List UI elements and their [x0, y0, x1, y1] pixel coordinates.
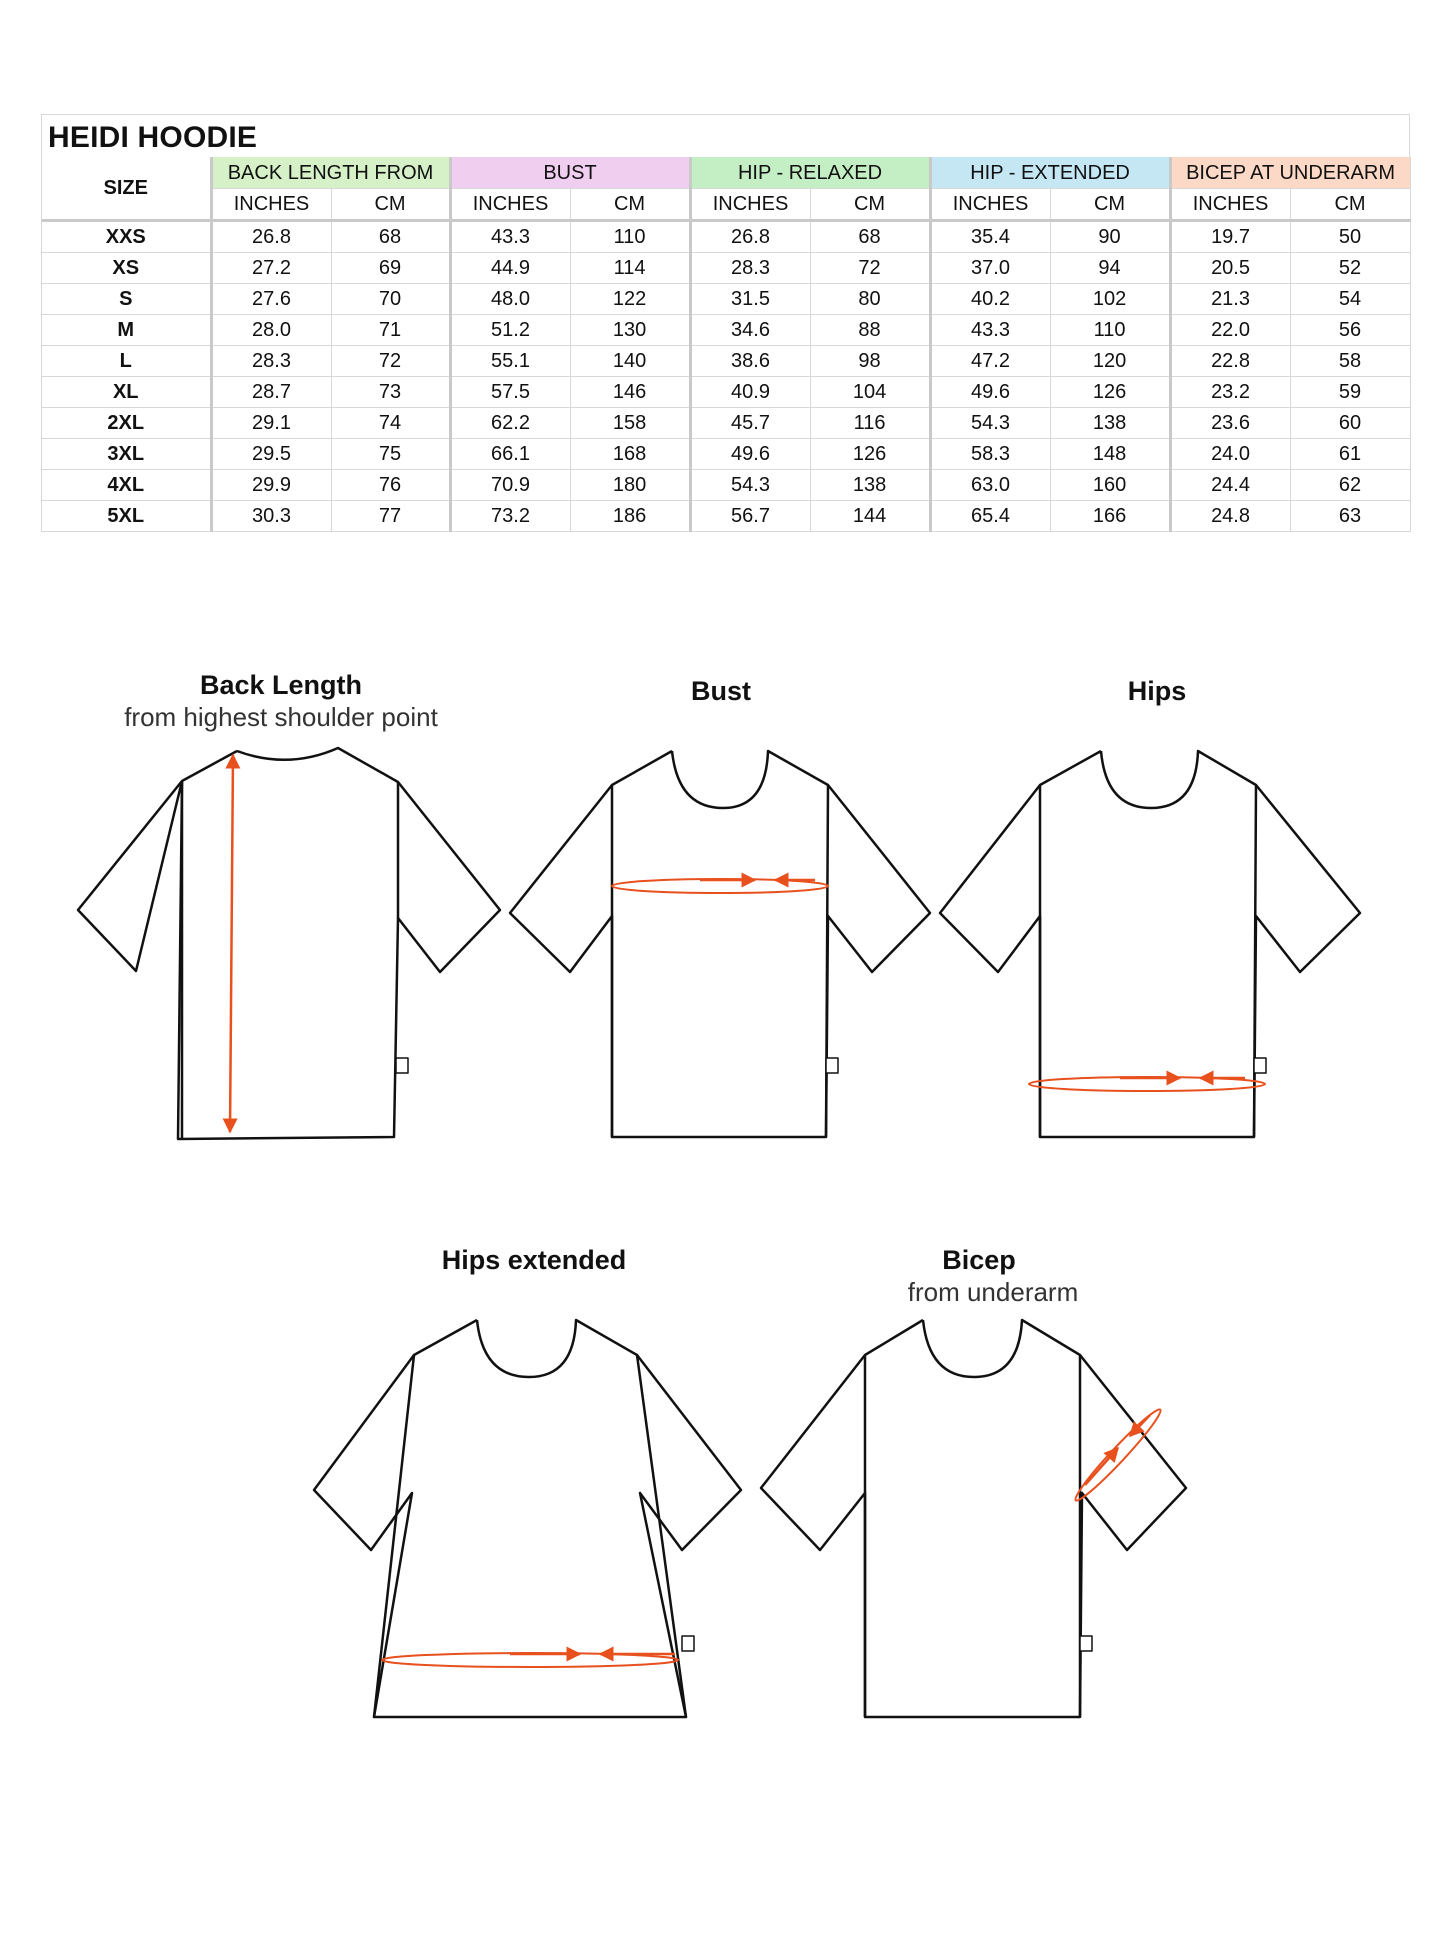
measurement-cell: 56.7 — [690, 501, 810, 532]
measurement-cell: 126 — [810, 439, 930, 470]
measurement-cell: 31.5 — [690, 284, 810, 315]
measurement-cell: 20.5 — [1170, 253, 1290, 284]
diagram-title-back-length: Back Length — [199, 670, 363, 700]
measurement-cell: 70 — [331, 284, 450, 315]
measurement-cell: 72 — [810, 253, 930, 284]
measurement-cell: 69 — [331, 253, 450, 284]
back-length-arrow — [230, 755, 233, 1132]
measurement-cell: 37.0 — [930, 253, 1050, 284]
size-cell: 4XL — [42, 470, 211, 501]
measurement-cell: 57.5 — [450, 377, 570, 408]
unit-header: CM — [1290, 189, 1410, 221]
measurement-cell: 146 — [570, 377, 690, 408]
measurement-cell: 24.8 — [1170, 501, 1290, 532]
measurement-cell: 63 — [1290, 501, 1410, 532]
measurement-cell: 66.1 — [450, 439, 570, 470]
unit-header: INCHES — [690, 189, 810, 221]
measurement-cell: 166 — [1050, 501, 1170, 532]
measurement-cell: 54.3 — [690, 470, 810, 501]
unit-header: INCHES — [930, 189, 1050, 221]
hips-extended-measure — [382, 1653, 678, 1667]
measurement-cell: 76 — [331, 470, 450, 501]
hips-measure — [1029, 1077, 1265, 1091]
measurement-cell: 186 — [570, 501, 690, 532]
measurement-cell: 54 — [1290, 284, 1410, 315]
measurement-cell: 80 — [810, 284, 930, 315]
measurement-cell: 75 — [331, 439, 450, 470]
measurement-cell: 52 — [1290, 253, 1410, 284]
measurement-cell: 28.3 — [211, 346, 331, 377]
measurement-cell: 28.0 — [211, 315, 331, 346]
unit-header: CM — [331, 189, 450, 221]
measurement-cell: 62.2 — [450, 408, 570, 439]
unit-header: CM — [1050, 189, 1170, 221]
group-header: BICEP AT UNDERARM — [1170, 157, 1410, 189]
measurement-cell: 50 — [1290, 221, 1410, 253]
measurement-cell: 30.3 — [211, 501, 331, 532]
measurement-cell: 45.7 — [690, 408, 810, 439]
garment-bicep — [761, 1320, 1186, 1717]
measurement-cell: 104 — [810, 377, 930, 408]
measurement-cell: 22.0 — [1170, 315, 1290, 346]
measurement-cell: 48.0 — [450, 284, 570, 315]
measurement-cell: 59 — [1290, 377, 1410, 408]
measurement-cell: 29.1 — [211, 408, 331, 439]
measurement-cell: 38.6 — [690, 346, 810, 377]
measurement-cell: 28.3 — [690, 253, 810, 284]
measurement-cell: 34.6 — [690, 315, 810, 346]
measurement-cell: 35.4 — [930, 221, 1050, 253]
measurement-cell: 71 — [331, 315, 450, 346]
diagram-subtitle-bicep: from underarm — [907, 1277, 1079, 1307]
size-header: SIZE — [42, 157, 211, 221]
measurement-cell: 102 — [1050, 284, 1170, 315]
measurement-cell: 51.2 — [450, 315, 570, 346]
size-cell: M — [42, 315, 211, 346]
diagram-title-bicep: Bicep — [942, 1245, 1016, 1275]
size-cell: L — [42, 346, 211, 377]
unit-header: CM — [570, 189, 690, 221]
measurement-cell: 24.4 — [1170, 470, 1290, 501]
unit-header: CM — [810, 189, 930, 221]
measurement-cell: 70.9 — [450, 470, 570, 501]
measurement-cell: 56 — [1290, 315, 1410, 346]
unit-header: INCHES — [211, 189, 331, 221]
measurement-cell: 110 — [1050, 315, 1170, 346]
measurement-cell: 40.2 — [930, 284, 1050, 315]
measurement-cell: 65.4 — [930, 501, 1050, 532]
measurement-cell: 73.2 — [450, 501, 570, 532]
group-header: HIP - EXTENDED — [930, 157, 1170, 189]
measurement-cell: 63.0 — [930, 470, 1050, 501]
size-cell: XL — [42, 377, 211, 408]
measurement-cell: 122 — [570, 284, 690, 315]
diagram-title-hips: Hips — [1127, 676, 1187, 706]
measurement-cell: 160 — [1050, 470, 1170, 501]
measurement-cell: 62 — [1290, 470, 1410, 501]
measurement-cell: 19.7 — [1170, 221, 1290, 253]
garment-bust — [510, 751, 930, 1137]
size-cell: 3XL — [42, 439, 211, 470]
bicep-measure — [1071, 1405, 1166, 1505]
measurement-cell: 43.3 — [450, 221, 570, 253]
measurement-cell: 68 — [810, 221, 930, 253]
measurement-cell: 110 — [570, 221, 690, 253]
measurement-cell: 29.9 — [211, 470, 331, 501]
measurement-cell: 138 — [1050, 408, 1170, 439]
measurement-cell: 72 — [331, 346, 450, 377]
measurement-cell: 74 — [331, 408, 450, 439]
bust-measure — [612, 879, 828, 893]
measurement-cell: 73 — [331, 377, 450, 408]
measurement-cell: 120 — [1050, 346, 1170, 377]
measurement-cell: 148 — [1050, 439, 1170, 470]
measurement-cell: 60 — [1290, 408, 1410, 439]
chart-title: HEIDI HOODIE — [48, 121, 258, 154]
size-cell: 5XL — [42, 501, 211, 532]
measurement-cell: 23.6 — [1170, 408, 1290, 439]
diagram-subtitle-back-length: from highest shoulder point — [124, 702, 438, 732]
measurement-cell: 44.9 — [450, 253, 570, 284]
size-cell: XXS — [42, 221, 211, 253]
measurement-cell: 40.9 — [690, 377, 810, 408]
diagram-title-bust: Bust — [691, 676, 751, 706]
size-cell: S — [42, 284, 211, 315]
measurement-cell: 49.6 — [930, 377, 1050, 408]
measurement-cell: 144 — [810, 501, 930, 532]
measurement-cell: 22.8 — [1170, 346, 1290, 377]
measurement-cell: 77 — [331, 501, 450, 532]
group-header: HIP - RELAXED — [690, 157, 930, 189]
unit-header: INCHES — [450, 189, 570, 221]
measurement-cell: 26.8 — [690, 221, 810, 253]
measurement-cell: 94 — [1050, 253, 1170, 284]
group-header: BACK LENGTH FROM — [211, 157, 450, 189]
measurement-cell: 88 — [810, 315, 930, 346]
size-cell: XS — [42, 253, 211, 284]
measurement-cell: 21.3 — [1170, 284, 1290, 315]
measurement-cell: 54.3 — [930, 408, 1050, 439]
measurement-cell: 90 — [1050, 221, 1170, 253]
measurement-cell: 47.2 — [930, 346, 1050, 377]
measurement-cell: 180 — [570, 470, 690, 501]
garment-hips-extended — [314, 1320, 741, 1717]
measurement-cell: 68 — [331, 221, 450, 253]
measurement-cell: 116 — [810, 408, 930, 439]
measurement-cell: 49.6 — [690, 439, 810, 470]
measurement-cell: 55.1 — [450, 346, 570, 377]
unit-header: INCHES — [1170, 189, 1290, 221]
garment-back-length — [78, 748, 500, 1139]
measurement-cell: 26.8 — [211, 221, 331, 253]
measurement-cell: 58 — [1290, 346, 1410, 377]
measurement-cell: 27.2 — [211, 253, 331, 284]
measurement-cell: 168 — [570, 439, 690, 470]
measurement-cell: 126 — [1050, 377, 1170, 408]
measurement-cell: 27.6 — [211, 284, 331, 315]
measurement-cell: 114 — [570, 253, 690, 284]
measurement-cell: 98 — [810, 346, 930, 377]
size-cell: 2XL — [42, 408, 211, 439]
measurement-cell: 29.5 — [211, 439, 331, 470]
diagram-title-hips-extended: Hips extended — [441, 1245, 627, 1275]
measurement-cell: 23.2 — [1170, 377, 1290, 408]
measurement-cell: 140 — [570, 346, 690, 377]
measurement-cell: 61 — [1290, 439, 1410, 470]
measurement-cell: 43.3 — [930, 315, 1050, 346]
group-header: BUST — [450, 157, 690, 189]
measurement-cell: 130 — [570, 315, 690, 346]
measurement-cell: 28.7 — [211, 377, 331, 408]
measurement-cell: 24.0 — [1170, 439, 1290, 470]
measurement-cell: 58.3 — [930, 439, 1050, 470]
measurement-cell: 138 — [810, 470, 930, 501]
measurement-cell: 158 — [570, 408, 690, 439]
